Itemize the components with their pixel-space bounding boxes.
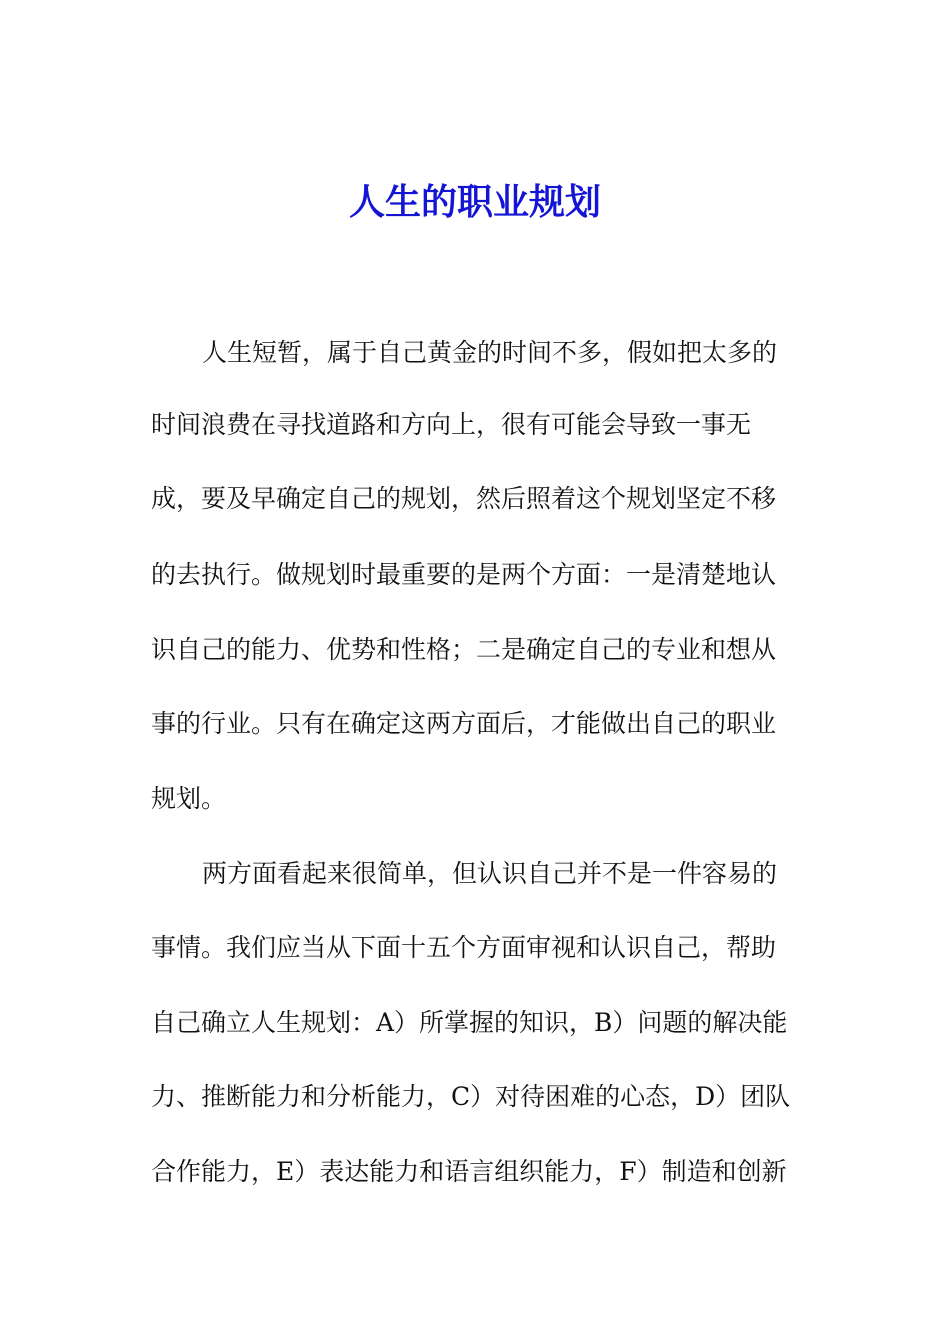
body-line: 规划。	[151, 784, 227, 813]
body-line: 自己确立人生规划：A）所掌握的知识，B）问题的解决能	[151, 1008, 788, 1037]
body-line: 的去执行。做规划时最重要的是两个方面：一是清楚地认	[151, 560, 777, 589]
body-line: 识自己的能力、优势和性格；二是确定自己的专业和想从	[151, 635, 777, 664]
body-line: 成，要及早确定自己的规划，然后照着这个规划坚定不移	[151, 484, 777, 513]
body-line: 事情。我们应当从下面十五个方面审视和认识自己，帮助	[151, 933, 777, 962]
body-line: 两方面看起来很简单，但认识自己并不是一件容易的	[202, 859, 778, 888]
document-title: 人生的职业规划	[348, 181, 601, 223]
body-line: 力、推断能力和分析能力，C）对待困难的心态，D）团队	[151, 1082, 791, 1111]
body-line: 事的行业。只有在确定这两方面后，才能做出自己的职业	[151, 709, 777, 738]
body-line: 时间浪费在寻找道路和方向上，很有可能会导致一事无	[151, 410, 752, 439]
body-line: 合作能力，E）表达能力和语言组织能力，F）制造和创新	[151, 1157, 787, 1186]
body-line: 人生短暂，属于自己黄金的时间不多，假如把太多的	[202, 338, 778, 367]
